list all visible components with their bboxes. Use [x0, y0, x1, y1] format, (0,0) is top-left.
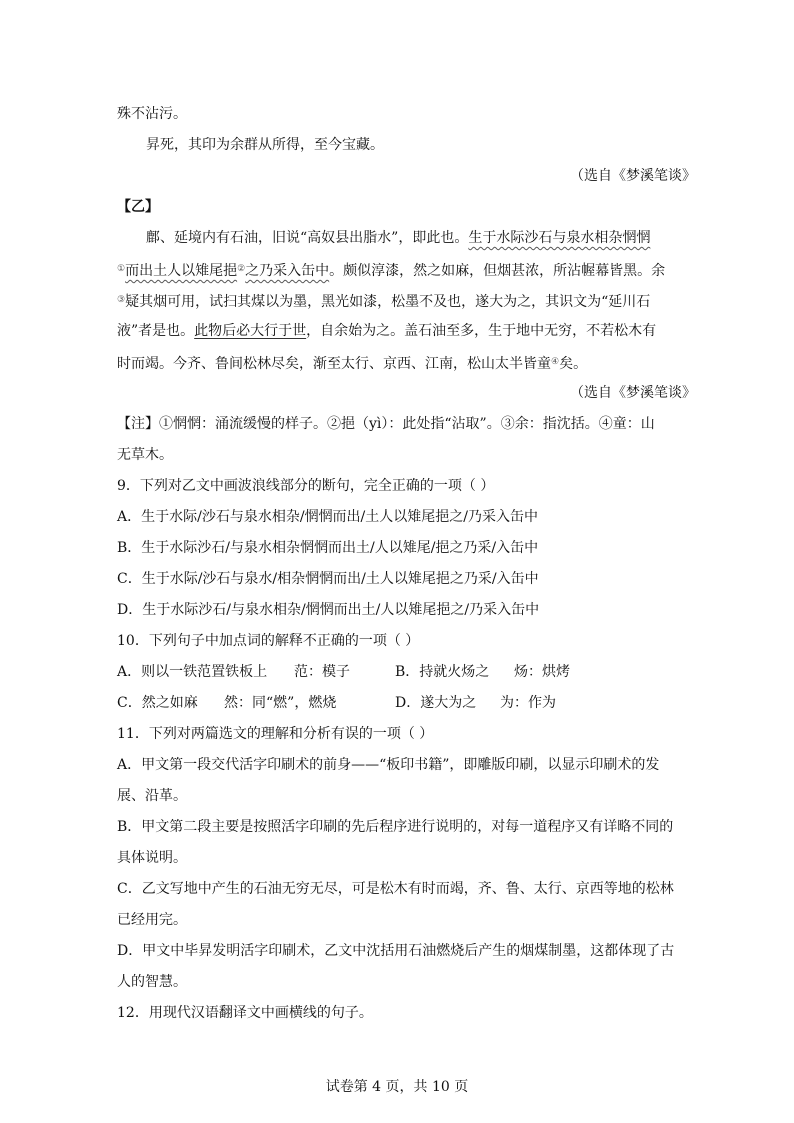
passage-b-line-5 — [117, 352, 587, 372]
question-11-option-a-line-1: A．甲文第一段交代活字印刷术的前身——“板印书籍”，即雕版印刷，以显示印刷术的发 — [117, 757, 660, 773]
question-10-row-1 — [117, 662, 570, 682]
notes-line-2: 无草木。 — [117, 447, 173, 463]
passage-b-text: 疑其烟可用，试扫其煤以为墨，黑光如漆，松墨不及也，遂大为之，其识文为“延川石 — [125, 294, 651, 310]
question-11-option-b-line-1: B．甲文第二段主要是按照活字印刷的先后程序进行说明的，对每一道程序又有详略不同的 — [117, 819, 674, 835]
question-11-option-d-line-1: D．甲文中毕昇发明活字印刷术，乙文中沈括用石油燃烧后产生的烟煤制墨，这都体现了古 — [117, 943, 675, 959]
question-10-option-d: D．遂大为之 — [395, 695, 477, 711]
question-9-option-b: B．生于水际沙石/与泉水相杂惘惘而出土/人以雉尾/挹之乃采/入缶中 — [117, 540, 539, 556]
passage-b-text: ，自余始为之。盖石油至多，生于地中无穷，不若松木有 — [306, 323, 657, 339]
notes-line-1: 【注】①惘惘：涌流缓慢的样子。②挹（yì）：此处指“沾取”。③余：指沈括。④童：山 — [117, 416, 655, 432]
passage-b-text: 时而竭。今齐、鲁间松林尽矣，渐至太行、京西、江南，松山太半皆童 — [117, 356, 551, 372]
footnote-marker-3: ③ — [117, 295, 126, 305]
passage-b-text: 。颇似淳漆，然之如麻，但烟甚浓，所沾幄幕皆黑。余 — [329, 263, 666, 279]
question-12-stem: 12．用现代汉语翻译文中画横线的句子。 — [117, 1005, 373, 1021]
question-11-option-b-line-2: 具体说明。 — [117, 850, 187, 866]
passage-b-text: 液”者是也。 — [117, 323, 195, 339]
question-11-option-c-line-2: 已经用完。 — [117, 912, 187, 928]
page-footer: 试卷第 4 页，共 10 页 — [325, 1079, 469, 1095]
footnote-marker-1: ① — [117, 264, 126, 274]
wavy-underlined-text: 生于水际沙石与泉水相杂惘惘 — [468, 230, 651, 246]
passage-b-text: 鄜、延境内有石油，旧说“高奴县出脂水”，即此也。 — [146, 230, 469, 246]
passage-b-line-1 — [146, 228, 650, 248]
question-9-option-c: C．生于水际/沙石与泉水/相杂惘惘而出/土人以雉尾挹之乃采/入缶中 — [117, 571, 539, 587]
wavy-underlined-text: 之乃采入缶中 — [245, 263, 330, 279]
passage-a-paragraph: 昇死，其印为余群从所得，至今宝藏。 — [146, 137, 384, 153]
question-9-option-a: A．生于水际/沙石与泉水相杂/惘惘而出/土人以雉尾挹之/乃采入缶中 — [117, 509, 538, 525]
question-10-row-2 — [117, 693, 556, 713]
passage-b-line-4 — [117, 321, 656, 341]
passage-b-text: 矣。 — [559, 356, 588, 372]
question-9-option-d: D．生于水际沙石/与泉水相杂/惘惘而出土/人以雉尾挹之/乃采入缶中 — [117, 602, 540, 618]
passage-b-line-2 — [117, 259, 665, 279]
question-10-option-c-explanation: 然：同“燃”，燃烧 — [224, 695, 337, 711]
underlined-sentence: 此物后必大行于世 — [194, 323, 307, 339]
question-10-option-b: B．持就火炀之 — [395, 664, 490, 680]
footnote-marker-2: ② — [237, 264, 246, 274]
question-10-option-d-explanation: 为：作为 — [500, 695, 556, 711]
passage-b-line-3 — [117, 290, 650, 310]
question-10-option-b-explanation: 炀：烘烤 — [514, 664, 570, 680]
passage-a-source: （选自《梦溪笔谈》 — [570, 168, 696, 184]
question-10-option-a-explanation: 范：模子 — [294, 664, 350, 680]
question-11-option-a-line-2: 展、沿革。 — [117, 788, 187, 804]
question-11-option-d-line-2: 人的智慧。 — [117, 974, 187, 990]
question-11-option-c-line-1: C．乙文写地中产生的石油无穷无尽，可是松木有时而竭，齐、鲁、太行、京西等地的松林 — [117, 881, 674, 897]
passage-b-heading: 【乙】 — [117, 199, 159, 215]
question-9-stem: 9．下列对乙文中画波浪线部分的断句，完全正确的一项（ ） — [117, 478, 495, 494]
footnote-marker-4: ④ — [551, 357, 560, 367]
question-10-stem: 10．下列句子中加点词的解释不正确的一项（ ） — [117, 633, 420, 649]
question-10-option-a: A．则以一铁范置铁板上 — [117, 664, 268, 680]
question-11-stem: 11．下列对两篇选文的理解和分析有误的一项（ ） — [117, 726, 434, 742]
passage-a-last-line: 殊不沾污。 — [117, 106, 187, 122]
question-10-option-c: C．然之如麻 — [117, 695, 198, 711]
wavy-underlined-text: 而出土人以雉尾挹 — [125, 263, 238, 279]
passage-b-source: （选自《梦溪笔谈》 — [570, 385, 696, 401]
